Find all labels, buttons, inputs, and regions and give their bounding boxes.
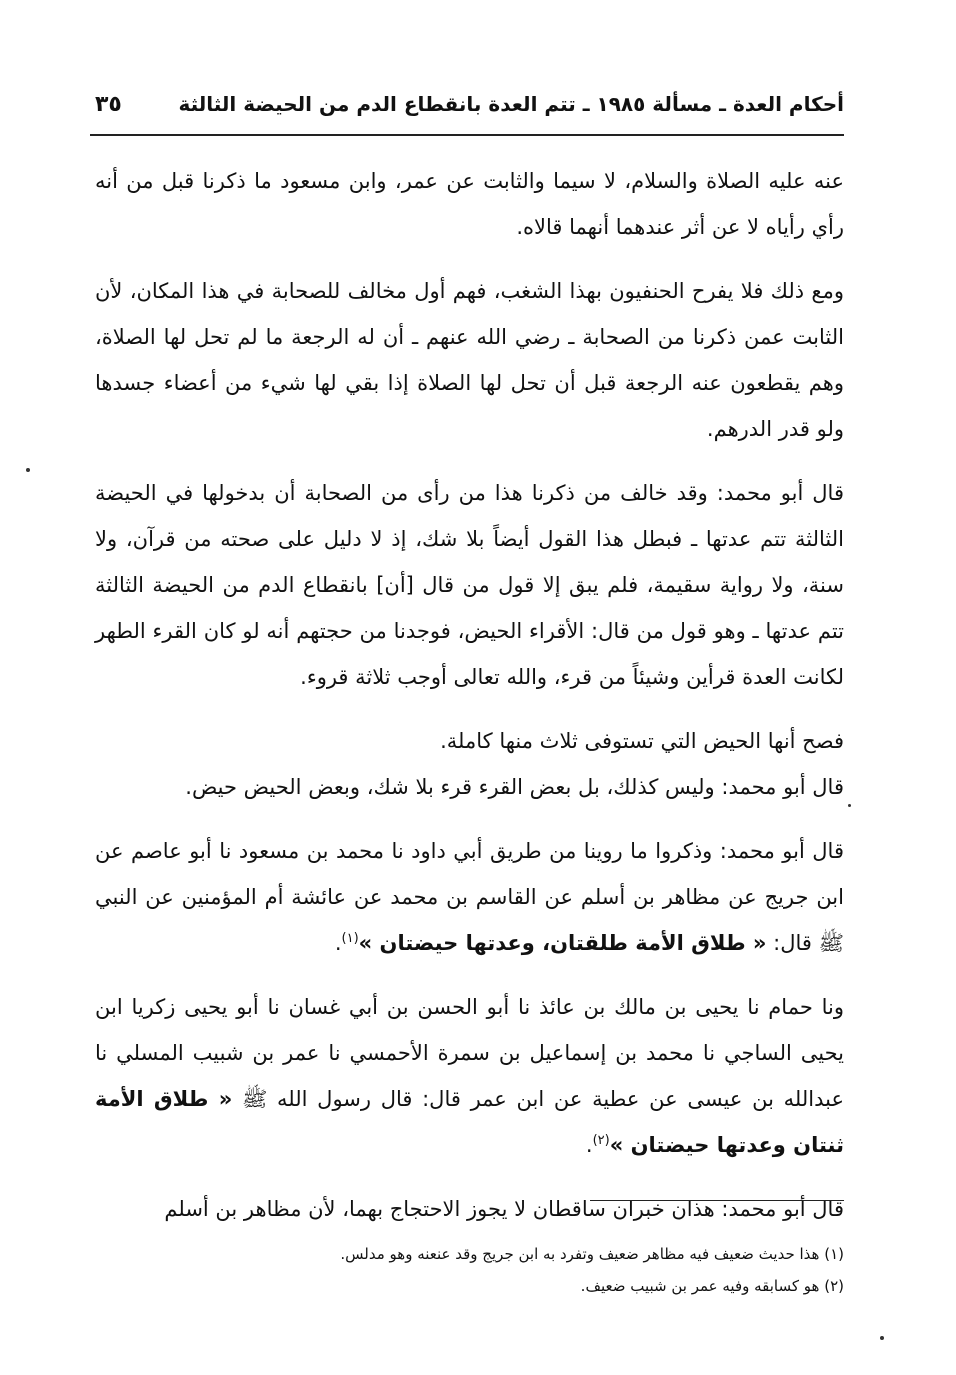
footnotes — [95, 1238, 844, 1302]
main-text — [95, 158, 844, 1250]
footnote: (٢) هو كسابقه وفيه عمر بن شبيب ضعيف. — [580, 1277, 844, 1295]
page-header — [95, 84, 844, 124]
hadith-quote: « طلاق الأمة ثنتان وعدتها حيضتان » — [95, 1087, 844, 1157]
running-title: أحكام العدة ـ مسألة ١٩٨٥ ـ تتم العدة بانقطاع الدم من الحيضة الثالثة — [178, 92, 844, 116]
paragraph: قال أبو محمد: وقد خالف من ذكرنا هذا من رأى من الصحابة أن بدخولها في الحيضة الثالثة تتم عدتها ـ فبطل هذا القول أيضاً بلا شك، إذ لا دليل على صحته من قرآن، ولا سنة، ولا رواية سقيمة، فلم يبق إلا قول من قال [أن] بانقطاع الدم من الحيضة الثالثة تتم عدتها ـ وهو قول من قال: الأقراء الحيض، فوجدنا من حجتهم أنه لو كان القرء الطهر لكانت العدة قرأين وشيئاً من قرء، والله تعالى أوجب ثلاثة قروء. — [95, 481, 844, 689]
paragraph: قال أبو محمد: وليس كذلك، بل بعض القرء قرء بلا شك، وبعض الحيض حيض. — [185, 775, 844, 799]
footnote-ref: (٢) — [592, 1133, 610, 1148]
sentence-end: . — [334, 931, 342, 955]
hadith-paragraph — [95, 984, 844, 1168]
hadith-paragraph — [95, 828, 844, 966]
scan-speck — [848, 804, 851, 807]
footnote: (١) هذا حديث ضعيف فيه مظاهر ضعيف وتفرد به ابن جريج وقد عنعنه وهو مدلس. — [340, 1245, 844, 1263]
scan-speck — [26, 468, 30, 472]
page-number: ٣٥ — [95, 91, 122, 117]
narration-chain: قال أبو محمد: وذكروا ما روينا من طريق أبي داود نا محمد بن مسعود نا أبو عاصم عن ابن جريج عن مظاهر بن أسلم عن القاسم بن محمد عن عائشة أم المؤمنين عن النبي ﷺ قال: — [95, 839, 844, 955]
footnote-ref: (١) — [341, 931, 359, 946]
header-rule — [90, 134, 844, 136]
paragraph: عنه عليه الصلاة والسلام، لا سيما والثابت عن عمر، وابن مسعود ما ذكرنا قبل من أنه رأي رأياه لا عن أثر عندهما أنهما قالاه. — [95, 169, 844, 239]
paragraph: فصح أنها الحيض التي تستوفى ثلاث منها كاملة. — [440, 729, 844, 753]
paragraph: قال أبو محمد: هذان خبران ساقطان لا يجوز الاحتجاج بهما، لأن مظاهر بن أسلم — [164, 1197, 844, 1221]
scan-speck — [880, 1336, 884, 1340]
footnote-rule — [590, 1200, 844, 1201]
hadith-quote: « طلاق الأمة طلقتان، وعدتها حيضتان » — [358, 931, 767, 955]
narration-chain: ونا حمام نا يحيى بن مالك بن عائذ نا أبو الحسن بن أبي غسان نا أبو يحيى زكريا ابن يحيى الساجي نا محمد بن إسماعيل بن سمرة الأحمسي نا عمر بن شبيب المسلي نا عبدالله بن عيسى عن عطية عن ابن عمر قال: قال رسول الله ﷺ — [95, 995, 844, 1111]
paragraph: ومع ذلك فلا يفرح الحنفيون بهذا الشغب، فهم أول مخالف للصحابة في هذا المكان، لأن الثابت عمن ذكرنا من الصحابة ـ رضي الله عنهم ـ أن له الرجعة ما لم تحل لها الصلاة، وهم يقطعون عنه الرجعة قبل أن تحل لها الصلاة إذا بقي لها شيء من أعضاء جسدها ولو قدر الدرهم. — [95, 279, 844, 441]
sentence-end: . — [585, 1133, 593, 1157]
